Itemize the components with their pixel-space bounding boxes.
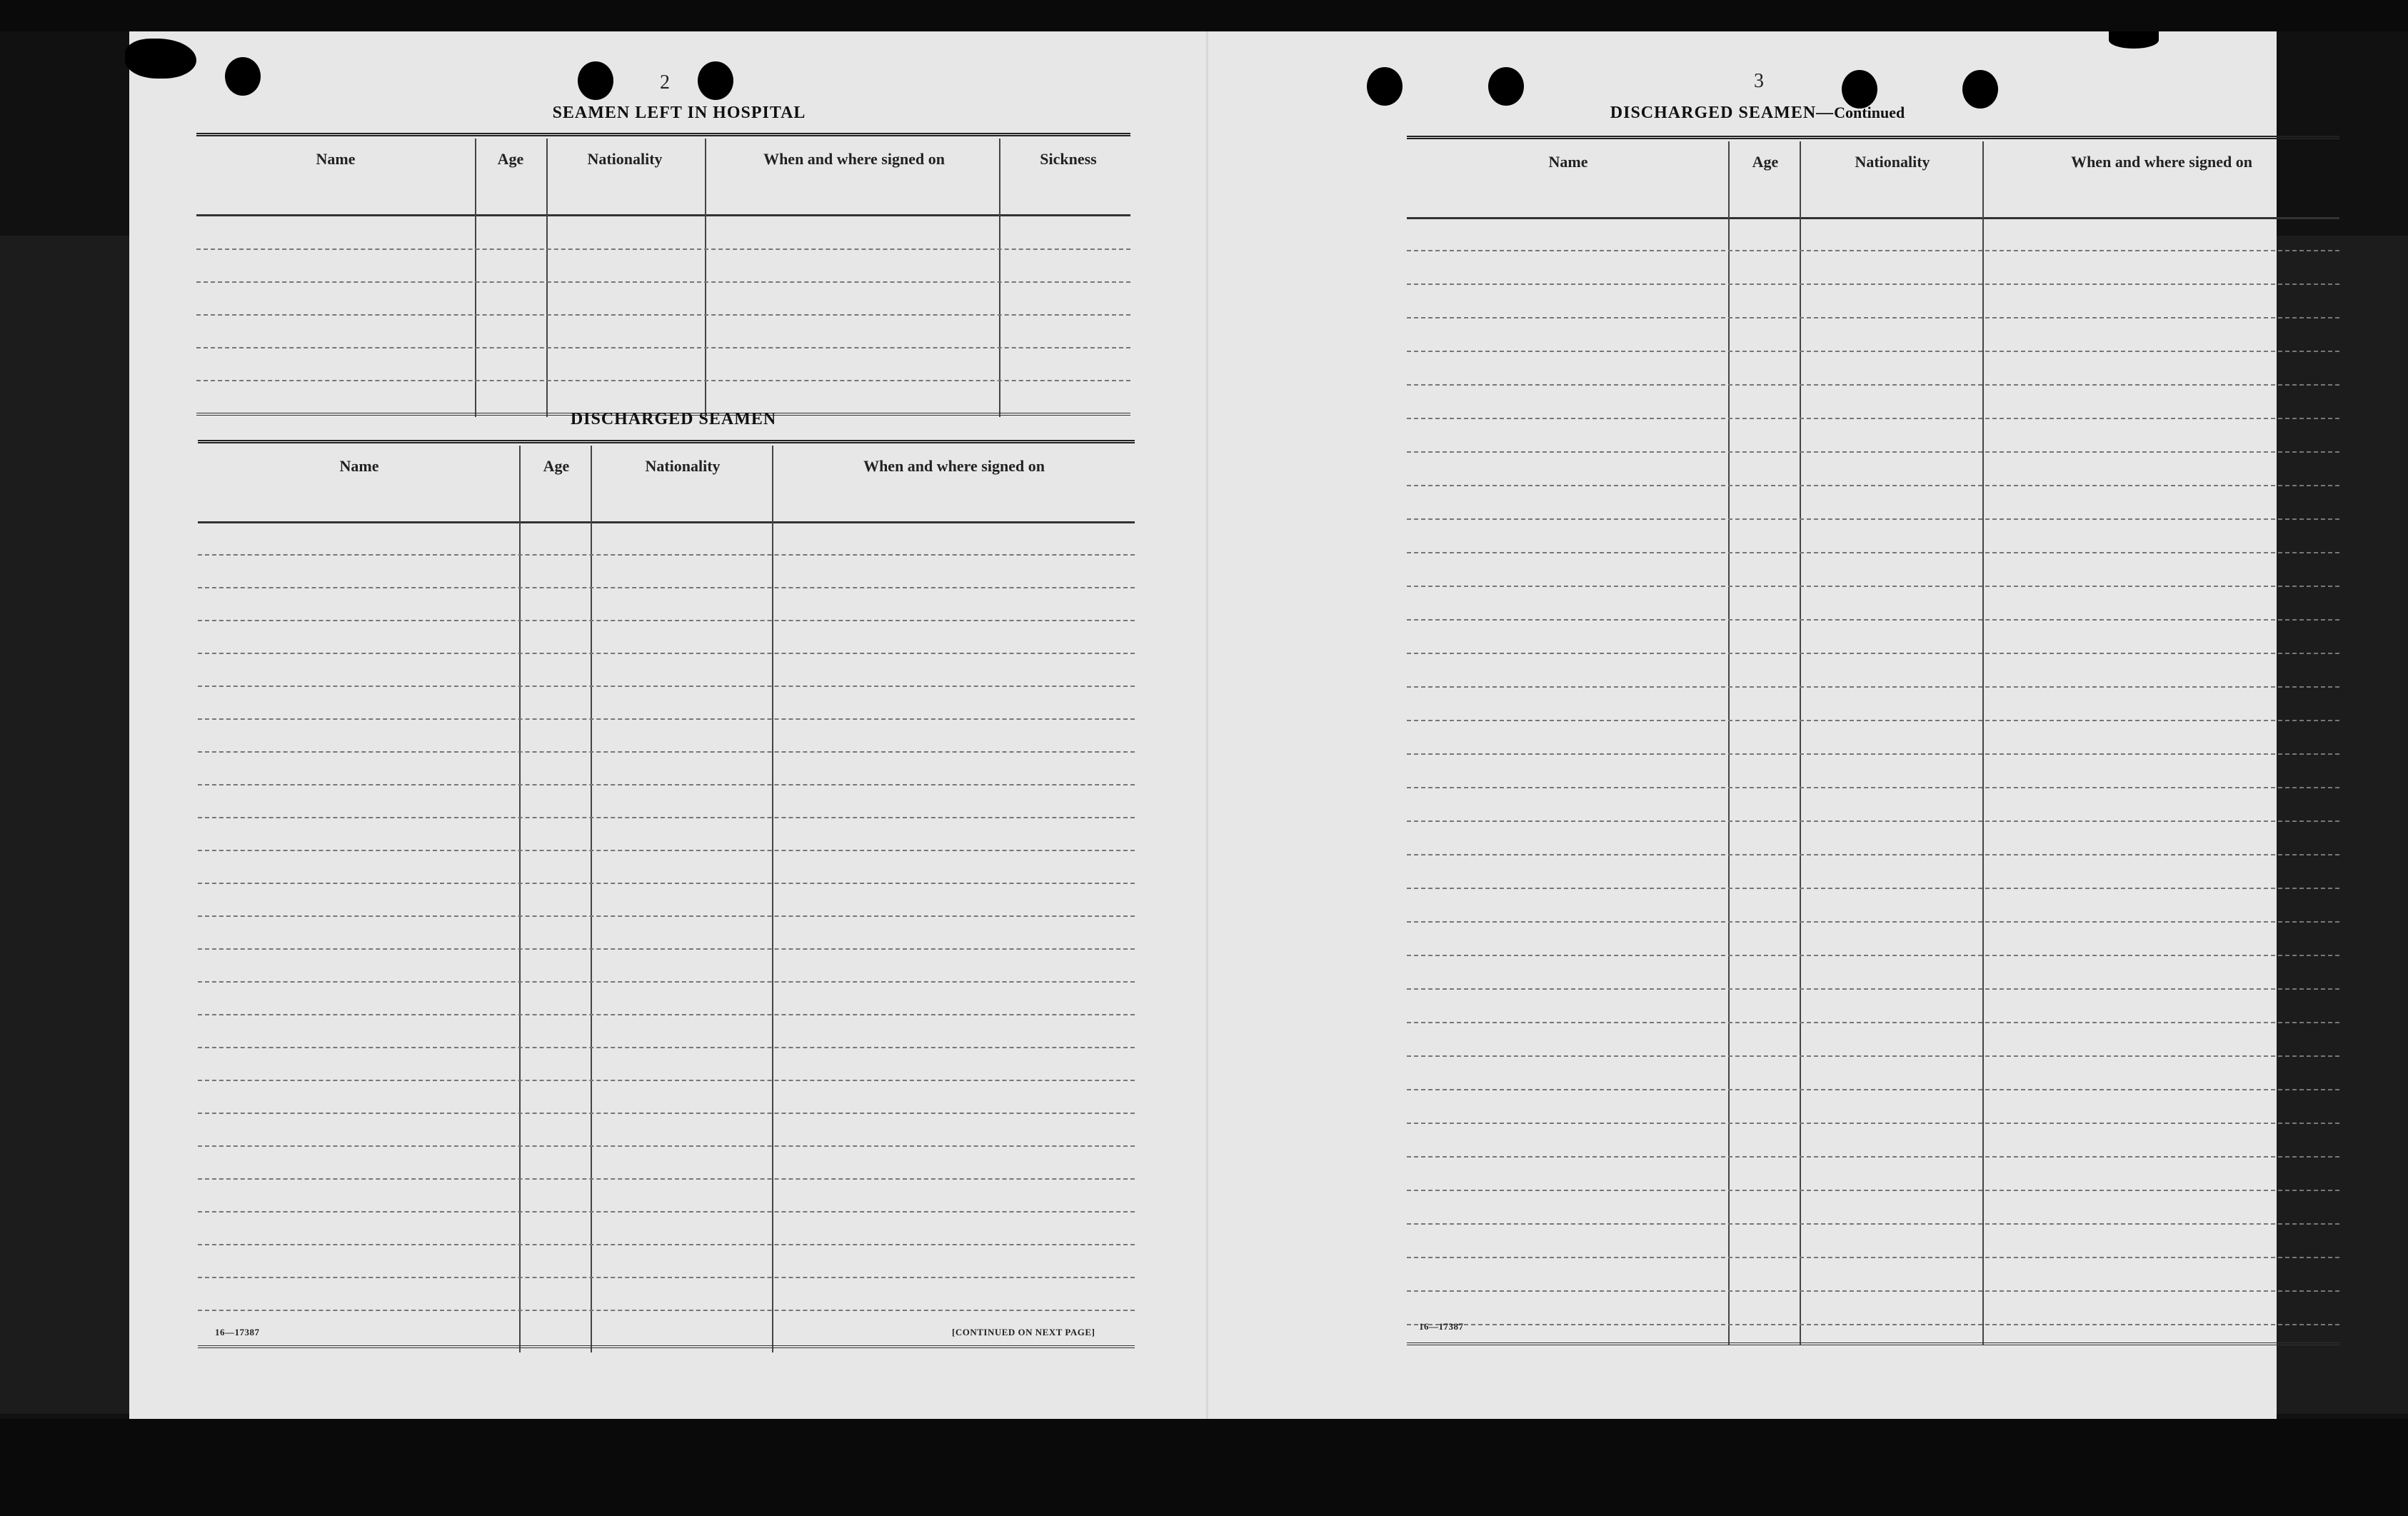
- column-header-name: Name: [1548, 153, 1588, 171]
- table-row: [198, 850, 1135, 851]
- table-row: [1407, 820, 2339, 822]
- column-divider: [519, 446, 521, 1352]
- table-row: [1407, 787, 2339, 788]
- table-row: [1407, 955, 2339, 956]
- table-row: [1407, 1156, 2339, 1158]
- table-row: [1407, 418, 2339, 419]
- discharged-table: [198, 440, 1135, 1358]
- table-row: [198, 1244, 1135, 1245]
- table-row: [1407, 686, 2339, 688]
- column-divider: [591, 446, 592, 1352]
- table-row: [1407, 586, 2339, 587]
- column-divider: [475, 139, 476, 417]
- column-header-nationality: Nationality: [1855, 153, 1930, 171]
- column-header-name: Name: [339, 457, 379, 475]
- column-header-age: Age: [1752, 153, 1779, 171]
- table-row: [1407, 351, 2339, 352]
- table-row: [1407, 317, 2339, 318]
- table-row: [1407, 653, 2339, 654]
- table-row: [1407, 518, 2339, 520]
- column-header-nationality: Nationality: [645, 457, 721, 475]
- table-row: [1407, 854, 2339, 855]
- table-row: [198, 817, 1135, 818]
- table-row: [198, 1178, 1135, 1180]
- column-divider: [1982, 141, 1984, 1345]
- form-number: 16—17387: [215, 1327, 260, 1337]
- column-header-name: Name: [316, 150, 356, 168]
- table-row: [198, 1277, 1135, 1278]
- discharged-continued-title: [1593, 104, 1922, 123]
- column-header-nationality: Nationality: [587, 150, 663, 168]
- table-row: [198, 948, 1135, 950]
- column-divider: [1800, 141, 1801, 1345]
- table-row: [1407, 384, 2339, 386]
- table-row: [1407, 988, 2339, 990]
- table-row: [198, 1310, 1135, 1311]
- right-page: [1208, 31, 2277, 1419]
- hospital-table: [196, 133, 1130, 423]
- header-underline: [198, 521, 1135, 523]
- table-row: [196, 314, 1130, 316]
- table-row: [198, 883, 1135, 884]
- page-number: 2: [660, 71, 670, 94]
- column-header-when-where: When and where signed on: [863, 457, 1045, 475]
- scan-background-top: [0, 0, 2408, 31]
- table-row: [1407, 1324, 2339, 1325]
- table-row: [196, 249, 1130, 250]
- table-row: [1407, 619, 2339, 621]
- table-bottom-rule: [198, 1345, 1135, 1348]
- table-row: [196, 281, 1130, 283]
- document-sheet: [129, 31, 2277, 1419]
- table-row: [1407, 485, 2339, 486]
- table-row: [198, 620, 1135, 621]
- table-row: [198, 1014, 1135, 1015]
- table-row: [198, 1047, 1135, 1048]
- column-divider: [546, 139, 548, 417]
- column-divider: [772, 446, 773, 1352]
- continued-note: [CONTINUED ON NEXT PAGE]: [952, 1327, 1095, 1337]
- column-header-when-where: When and where signed on: [2071, 153, 2252, 171]
- table-top-rule: [196, 133, 1130, 136]
- table-row: [1407, 451, 2339, 453]
- column-divider: [1728, 141, 1730, 1345]
- table-top-rule: [1407, 136, 2339, 139]
- table-row: [1407, 720, 2339, 721]
- table-row: [1407, 753, 2339, 755]
- discharged-continued-table: [1407, 136, 2339, 1351]
- table-row: [1407, 1290, 2339, 1292]
- table-row: [198, 915, 1135, 917]
- table-row: [198, 981, 1135, 983]
- left-page: [129, 31, 1208, 1419]
- scan-background-bottom: [0, 1419, 2408, 1516]
- column-divider: [999, 139, 1000, 417]
- table-row: [1407, 283, 2339, 285]
- table-row: [198, 587, 1135, 588]
- table-row: [198, 653, 1135, 654]
- discharged-section-title: DISCHARGED SEAMEN: [570, 410, 777, 428]
- column-divider: [705, 139, 706, 417]
- page-number: 3: [1754, 70, 1764, 92]
- title-main: DISCHARGED SEAMEN—: [1610, 104, 1835, 122]
- form-number: 16—17387: [1419, 1321, 1464, 1332]
- header-underline: [1407, 217, 2339, 219]
- hospital-section-title: SEAMEN LEFT IN HOSPITAL: [552, 104, 806, 122]
- table-row: [196, 347, 1130, 348]
- table-row: [198, 554, 1135, 556]
- column-header-sickness: Sickness: [1040, 150, 1097, 168]
- table-row: [1407, 1257, 2339, 1258]
- column-header-age: Age: [543, 457, 570, 475]
- table-row: [198, 751, 1135, 753]
- table-row: [1407, 1190, 2339, 1191]
- table-bottom-rule: [1407, 1342, 2339, 1345]
- table-row: [198, 1145, 1135, 1147]
- table-row: [198, 686, 1135, 687]
- column-header-when-where: When and where signed on: [763, 150, 945, 168]
- table-row: [198, 718, 1135, 720]
- table-row: [1407, 250, 2339, 251]
- table-row: [1407, 1223, 2339, 1225]
- header-underline: [196, 214, 1130, 216]
- table-row: [1407, 1055, 2339, 1057]
- table-row: [198, 1211, 1135, 1213]
- table-row: [198, 1113, 1135, 1114]
- title-suffix: Continued: [1834, 104, 1905, 121]
- table-row: [1407, 1089, 2339, 1090]
- table-row: [198, 1080, 1135, 1081]
- table-row: [1407, 888, 2339, 889]
- table-row: [196, 380, 1130, 381]
- column-header-age: Age: [497, 150, 524, 168]
- table-row: [1407, 552, 2339, 553]
- table-row: [198, 784, 1135, 785]
- table-row: [1407, 921, 2339, 923]
- table-top-rule: [198, 440, 1135, 443]
- table-row: [1407, 1022, 2339, 1023]
- table-row: [1407, 1123, 2339, 1124]
